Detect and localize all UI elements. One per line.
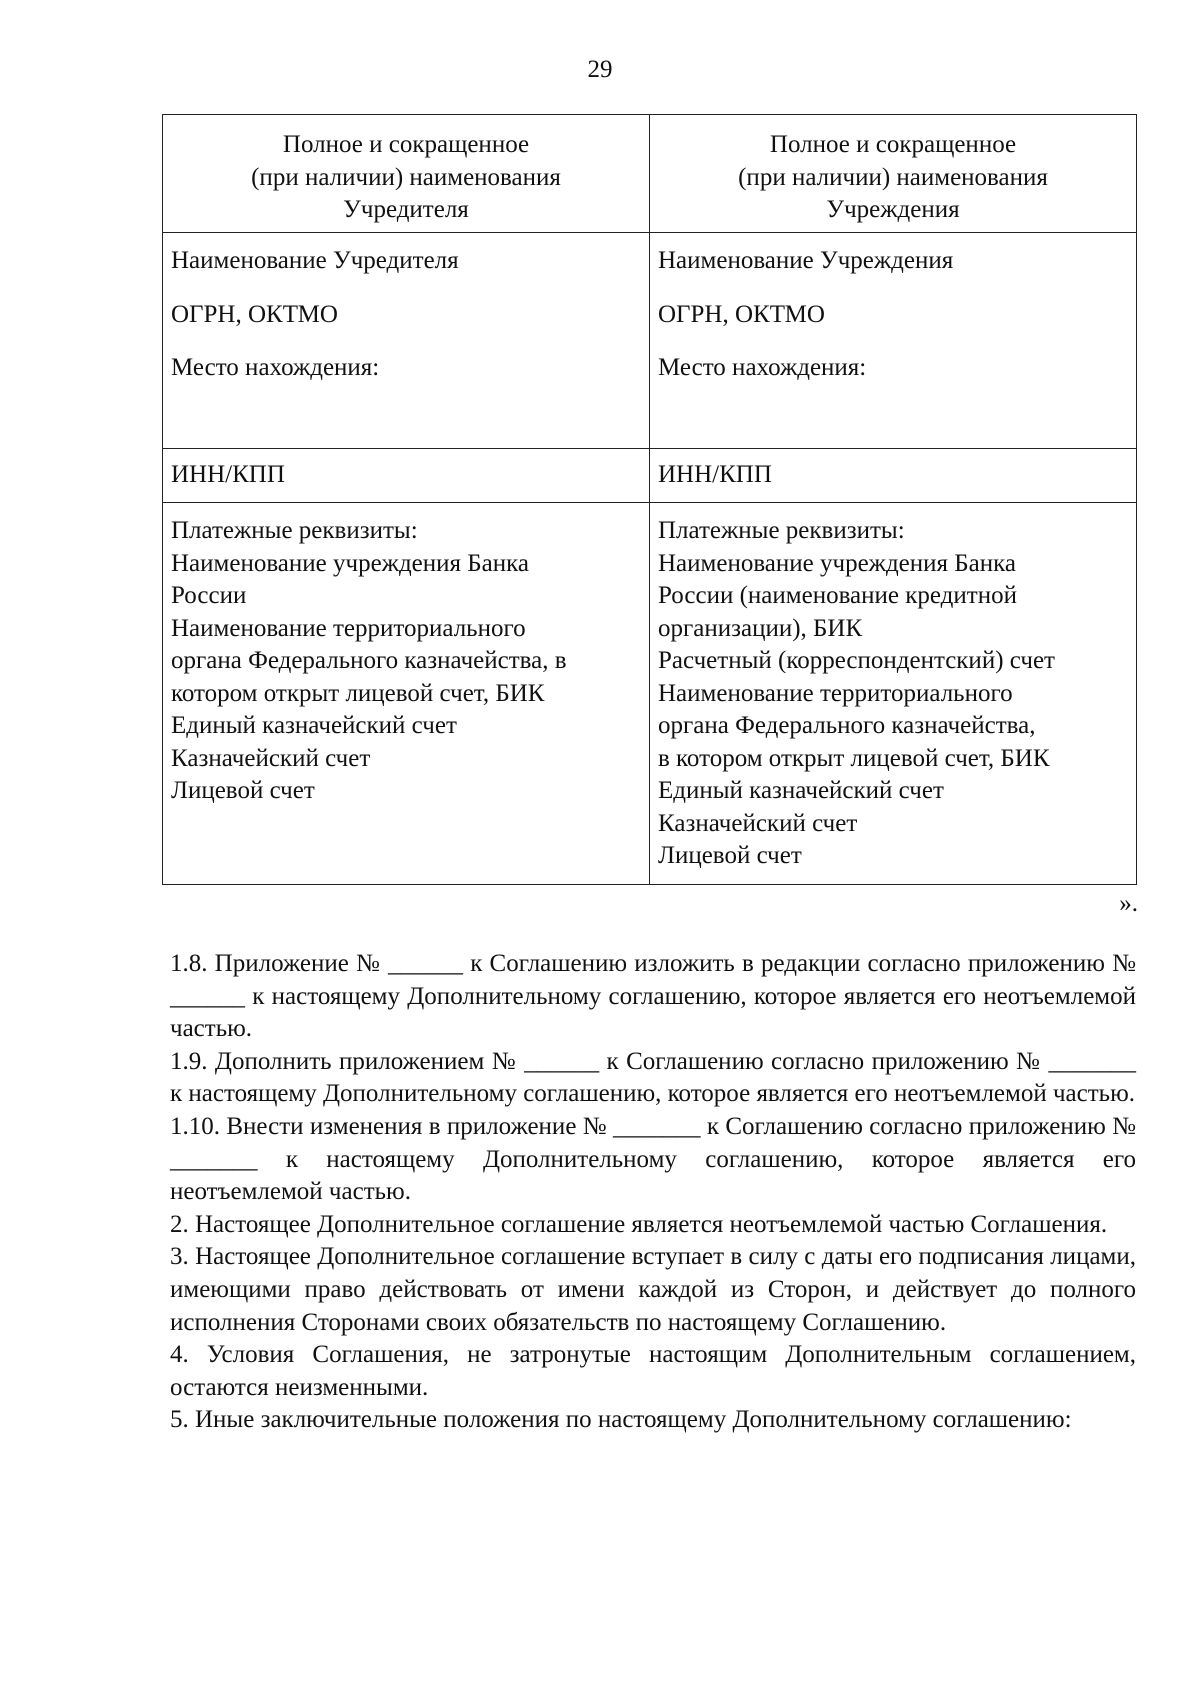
institution-payment-line: Наименование территориального — [658, 679, 1013, 707]
institution-inn-cell: ИНН/КПП — [650, 449, 1137, 503]
table-payment-row — [163, 503, 1137, 885]
institution-payment-line: организации), БИК — [658, 614, 863, 642]
paragraph-2: 2. Настоящее Дополнительное соглашение является неотъемлемой частью Соглашения. — [170, 1210, 1108, 1238]
founder-payment-line: органа Федерального казначейства, в — [171, 647, 567, 674]
institution-payment-line: Наименование учреждения Банка — [658, 549, 1016, 577]
institution-payment-line: Платежные реквизиты: — [658, 517, 905, 544]
founder-payment-cell — [163, 503, 650, 885]
table-header-row — [163, 115, 1137, 233]
founder-inn-cell: ИНН/КПП — [163, 449, 650, 503]
founder-name-label: Наименование Учредителя — [171, 247, 459, 274]
founder-payment-line: Лицевой счет — [171, 777, 315, 804]
institution-payment-line: в котором открыт лицевой счет, БИК — [658, 744, 1050, 772]
institution-payment-cell — [650, 503, 1137, 885]
founder-location-label: Место нахождения: — [171, 354, 380, 381]
institution-payment-line: Казначейский счет — [658, 809, 858, 837]
table-main-row — [163, 233, 1137, 449]
paragraph-1-9: 1.9. Дополнить приложением № ______ к Соглашению согласно приложению № _______ к настоящему Дополнительному соглашению, которое является его неотъемлемой частью. — [170, 1047, 1136, 1108]
founder-payment-line: Единый казначейский счет — [171, 712, 457, 739]
institution-payment-line: России (наименование кредитной — [658, 582, 1017, 609]
paragraph-4: 4. Условия Соглашения, не затронутые настоящим Дополнительным соглашением, остаются неизменными. — [170, 1341, 1136, 1401]
institution-payment-line: Расчетный (корреспондентский) счет — [658, 647, 1055, 674]
institution-header-line: Учреждения — [826, 196, 960, 223]
institution-payment-line: Единый казначейский счет — [658, 777, 944, 804]
institution-payment-line: органа Федерального казначейства, — [658, 712, 1036, 739]
founder-payment-line: Платежные реквизиты: — [171, 517, 418, 544]
founder-header-line: Полное и сокращенное — [282, 131, 530, 158]
institution-main-cell — [650, 233, 1137, 449]
founder-payment-line: Наименование территориального — [171, 614, 526, 642]
institution-payment-line: Лицевой счет — [658, 842, 802, 869]
institution-header-line: Полное и сокращенное — [769, 131, 1017, 158]
founder-header-line: (при наличии) наименования — [251, 163, 561, 191]
paragraph-1-10: 1.10. Внести изменения в приложение № _______ к Соглашению согласно приложению № _______ к настоящему Дополнительному соглашению, которое является его неотъемлемой частью. — [170, 1112, 1136, 1206]
requisites-table — [162, 114, 1137, 885]
founder-header-line: Учредителя — [343, 196, 469, 223]
institution-name-label: Наименование Учреждения — [658, 247, 954, 274]
founder-main-cell — [163, 233, 650, 449]
founder-payment-line: котором открыт лицевой счет, БИК — [171, 679, 545, 707]
founder-ogrn-label: ОГРН, ОКТМО — [171, 300, 338, 328]
founder-payment-line: Наименование учреждения Банка — [171, 549, 529, 577]
closing-quote: ». — [1119, 890, 1138, 917]
institution-location-label: Место нахождения: — [658, 354, 867, 381]
paragraph-1-8: 1.8. Приложение № ______ к Соглашению изложить в редакции согласно приложению № ______ к настоящему Дополнительному соглашению, которое является его неотъемлемой частью. — [170, 950, 1136, 1043]
founder-payment-line: России — [171, 582, 247, 609]
table-inn-row — [163, 449, 1137, 503]
agreement-paragraphs — [170, 948, 1136, 1437]
page-number: 29 — [587, 56, 613, 83]
institution-ogrn-label: ОГРН, ОКТМО — [658, 300, 825, 328]
institution-header-cell — [650, 115, 1137, 233]
founder-header-cell — [163, 115, 650, 233]
institution-header-line: (при наличии) наименования — [738, 163, 1048, 191]
paragraph-3: 3. Настоящее Дополнительное соглашение вступает в силу с даты его подписания лицами, имеющими право действовать от имени каждой из Сторон, и действует до полного исполнения Сторонами своих обязательств по настоящему Соглашению. — [170, 1243, 1136, 1336]
paragraph-5: 5. Иные заключительные положения по настоящему Дополнительному соглашению: — [170, 1406, 1072, 1434]
founder-payment-line: Казначейский счет — [171, 744, 371, 772]
